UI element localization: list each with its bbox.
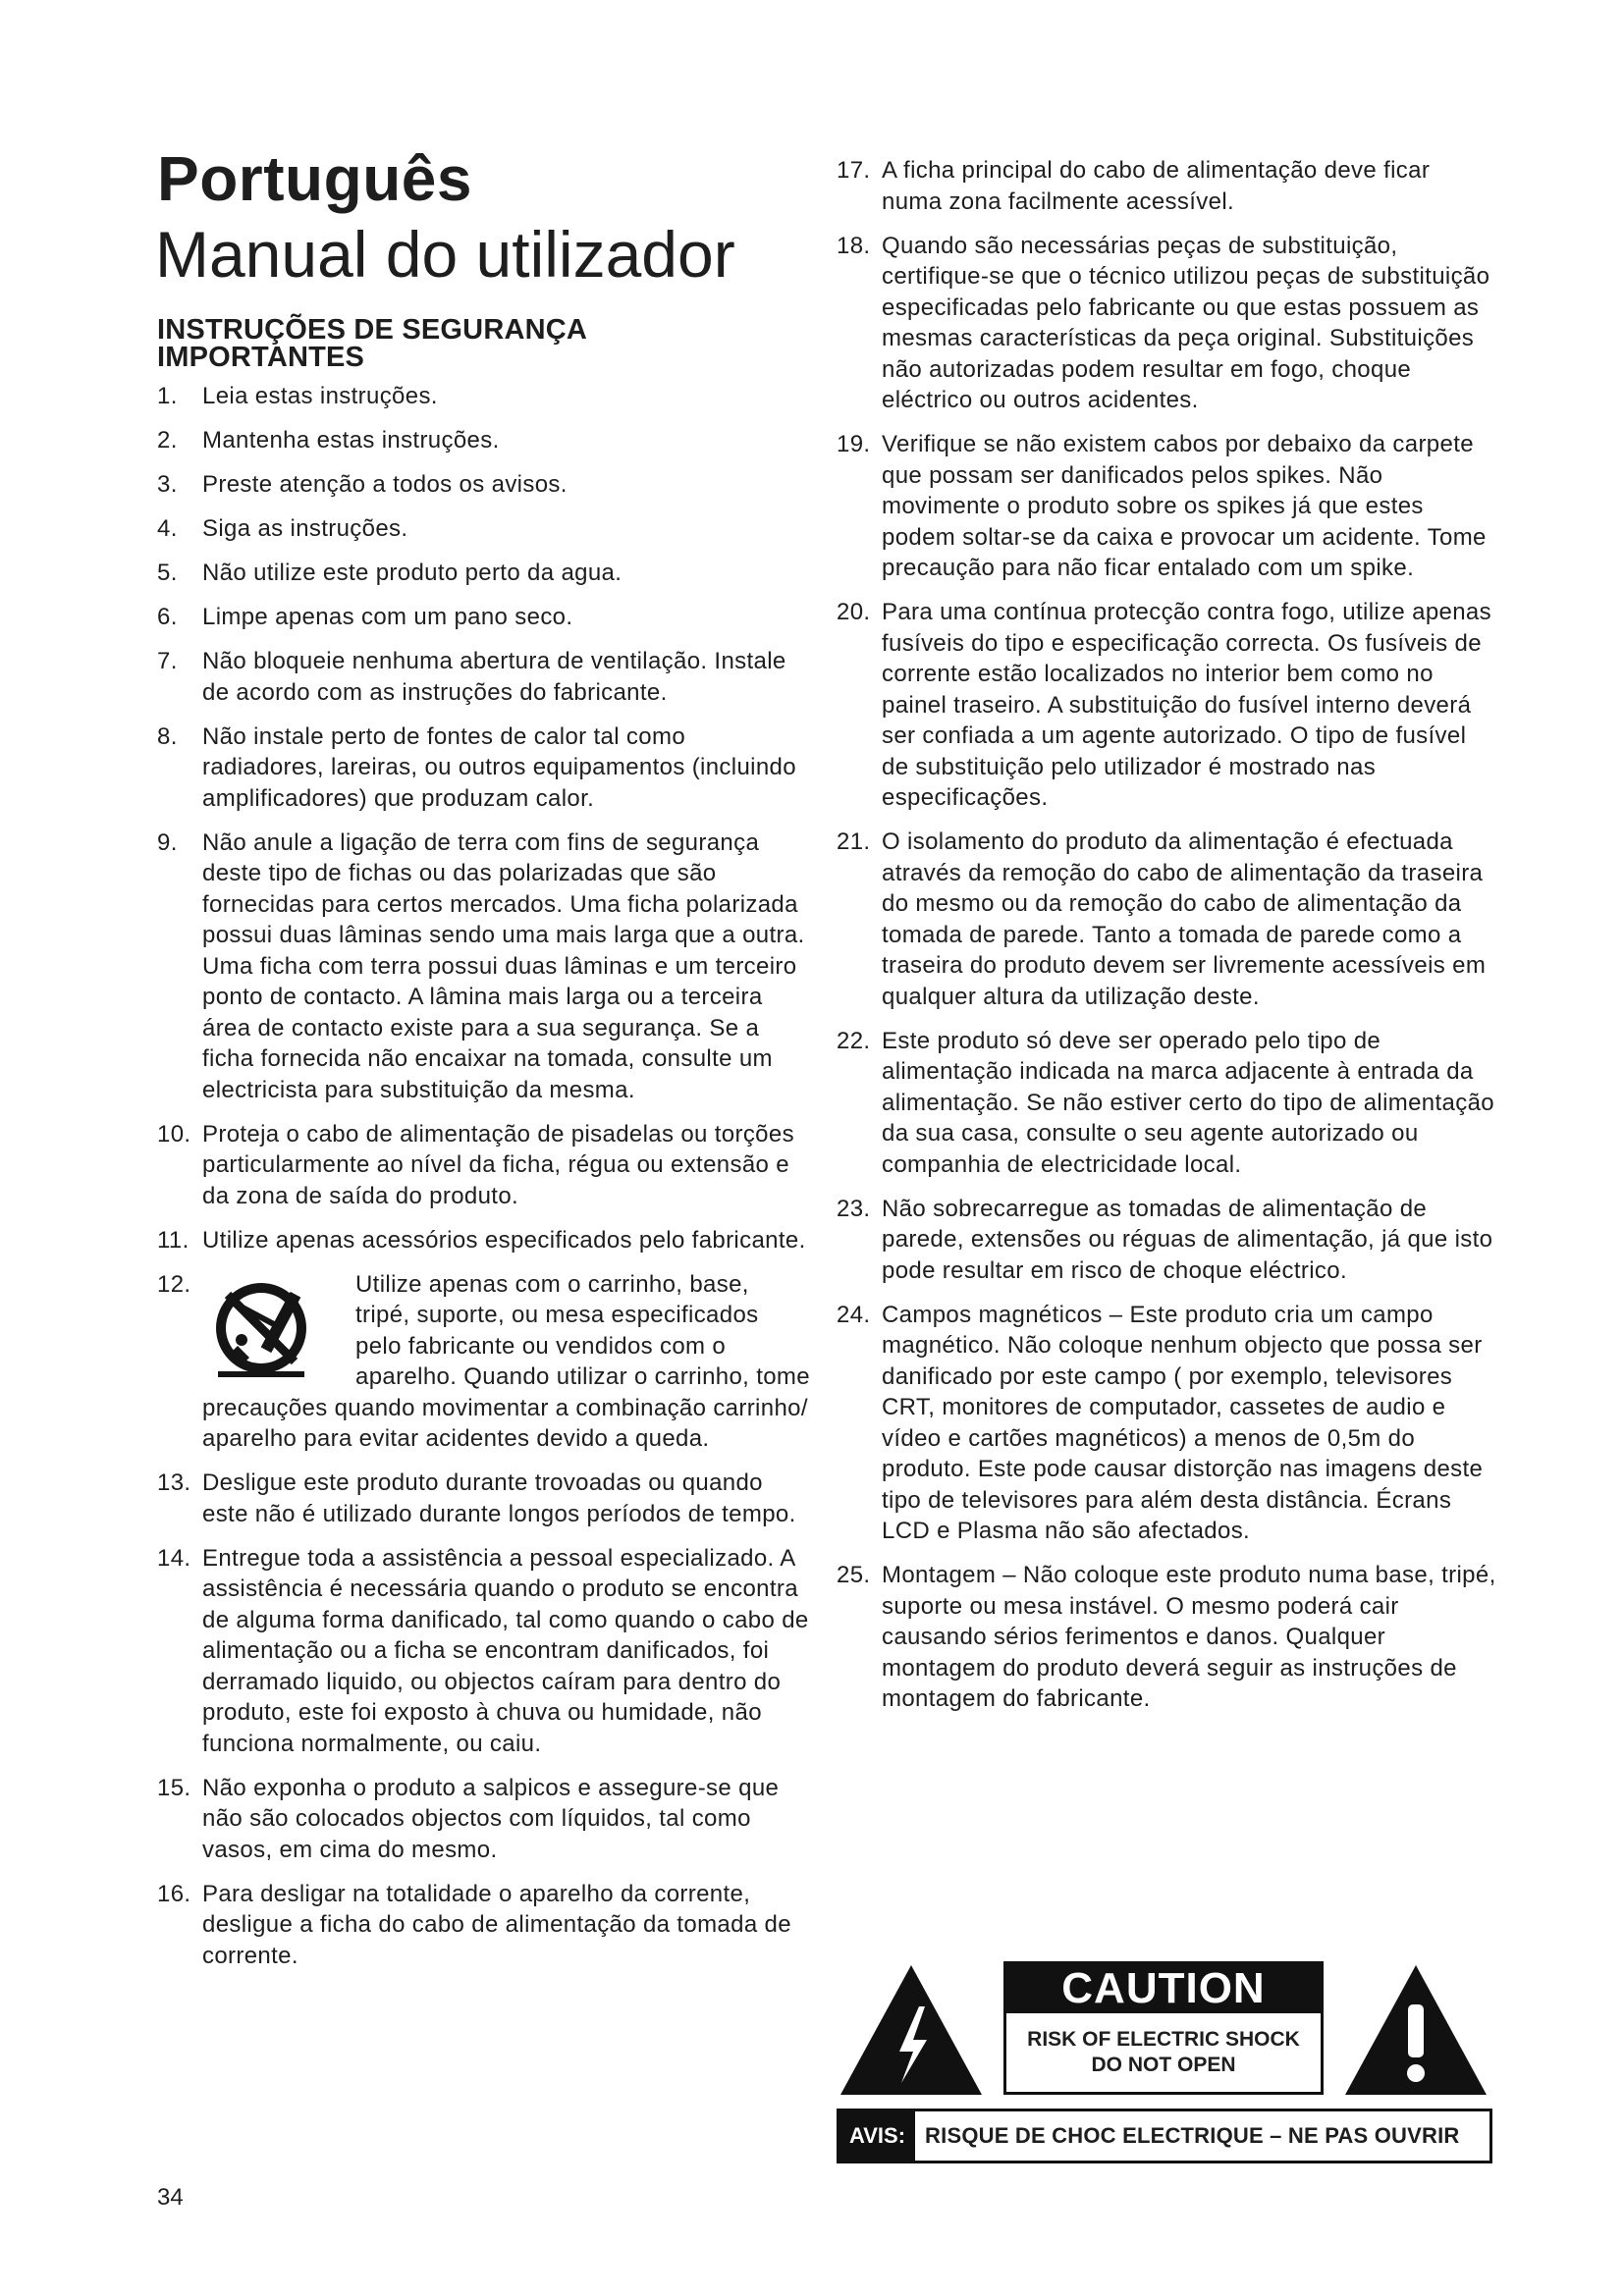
list-item [157, 828, 810, 1106]
caution-line: DO NOT OPEN [1091, 2054, 1236, 2076]
item-number: 25. [837, 1562, 871, 1588]
list-item [157, 1119, 810, 1212]
list-item [157, 425, 810, 456]
avis-text: RISQUE DE CHOC ELECTRIQUE – NE PAS OUVRIR [925, 2123, 1460, 2148]
list-item [157, 1468, 810, 1529]
item-text: Desligue este produto durante trovoadas ou quando este não é utilizado durante longos períodos de tempo. [202, 1469, 796, 1527]
list-item [157, 469, 810, 501]
list-item [157, 1543, 810, 1760]
item-number: 12. [157, 1270, 191, 1298]
item-text: Para uma contínua protecção contra fogo, utilize apenas fusíveis do tipo e especificação correcta. Os fusíveis de corrente estão localizados no interior bem como no painel traseiro. A substituição do fusível interno deverá ser confiada a um agente autorizado. O tipo de fusível de substituição pelo utilizador é mostrado nas especificações. [882, 599, 1491, 811]
list-item [837, 827, 1496, 1012]
exclamation-warning-icon [1341, 1961, 1490, 2099]
section-heading: INSTRUÇÕES DE SEGURANÇA IMPORTANTES [157, 314, 586, 373]
item-number: 9. [157, 828, 178, 856]
left-column [157, 381, 810, 1985]
list-item [157, 1879, 810, 1972]
item-text: Utilize apenas acessórios especificados pelo fabricante. [202, 1226, 806, 1254]
item-number: 2. [157, 427, 178, 454]
page-title: Português [157, 143, 472, 214]
list-item [157, 1269, 810, 1455]
list-item [837, 597, 1496, 814]
item-text: Não anule a ligação de terra com fins de segurança deste tipo de fichas ou das polarizadas que são fornecidas para certos mercados. Uma ficha polarizada possui duas lâminas sendo uma mais larga que a outra. Uma ficha com terra possui duas lâminas e um terceiro ponto de contacto. A lâmina mais larga ou a terceira área de contacto existe para a sua segurança. Se a ficha fornecida não encaixar na tomada, consulte um electricista para substituição da mesma. [202, 828, 805, 1103]
item-number: 7. [157, 648, 178, 674]
caution-label [837, 1961, 1492, 2169]
list-item [157, 558, 810, 589]
item-text: Preste atenção a todos os avisos. [202, 471, 568, 498]
item-text: Leia estas instruções. [202, 383, 438, 409]
item-text: Entregue toda a assistência a pessoal especializado. A assistência é necessária quando o produto se encontra de alguma forma danificado, tal como quando o cabo de alimentação ou a ficha se encontram danificados, foi derramado liquido, ou objectos caíram para dentro do produto, este foi exposto à chuva ou humidade, não funciona normalmente, ou caiu. [202, 1544, 809, 1757]
item-text: Não bloqueie nenhuma abertura de ventilação. Instale de acordo com as instruções do fabricante. [202, 648, 786, 706]
avis-bar [837, 2109, 1492, 2163]
item-number: 16. [157, 1880, 191, 1907]
item-text: Proteja o cabo de alimentação de pisadelas ou torções particularmente ao nível da ficha, régua ou extensão e da zona de saída do produto. [202, 1120, 794, 1209]
item-number: 17. [837, 157, 871, 184]
item-number: 21. [837, 828, 871, 855]
item-number: 14. [157, 1544, 191, 1572]
item-number: 24. [837, 1301, 871, 1328]
list-item [837, 155, 1496, 217]
item-number: 3. [157, 471, 178, 498]
item-text: Montagem – Não coloque este produto numa base, tripé, suporte ou mesa instável. O mesmo poderá cair causando sérios ferimentos e danos. Qualquer montagem do produto deverá seguir as instruções de montagem do fabricante. [882, 1562, 1496, 1712]
item-number: 20. [837, 599, 871, 625]
electric-shock-warning-icon [837, 1961, 986, 2099]
avis-label: AVIS: [839, 2111, 915, 2161]
item-text: Para desligar na totalidade o aparelho da corrente, desligue a ficha do cabo de alimentação da tomada de corrente. [202, 1880, 791, 1969]
item-number: 22. [837, 1027, 871, 1054]
item-number: 8. [157, 722, 178, 750]
caution-line: RISK OF ELECTRIC SHOCK [1027, 2028, 1300, 2051]
list-item [157, 1773, 810, 1866]
list-item [157, 646, 810, 708]
list-item [157, 1225, 810, 1256]
list-item [837, 1026, 1496, 1181]
list-item [837, 429, 1496, 584]
item-number: 23. [837, 1195, 871, 1222]
item-number: 13. [157, 1469, 191, 1496]
item-number: 1. [157, 383, 178, 409]
item-text: Mantenha estas instruções. [202, 427, 500, 454]
item-number: 5. [157, 560, 178, 586]
item-text: Siga as instruções. [202, 515, 408, 542]
list-item [157, 602, 810, 633]
caution-panel [1003, 1961, 1324, 2095]
item-text: Quando são necessárias peças de substituição, certifique-se que o técnico utilizou peças de substituição especificadas pelo fabricante ou que estas possuem as mesmas características da peça original. Substituições não autorizadas podem resultar em fogo, choque eléctrico ou outros acidentes. [882, 232, 1490, 413]
list-item [157, 381, 810, 412]
list-item [837, 1560, 1496, 1715]
item-number: 4. [157, 515, 178, 542]
item-number: 6. [157, 604, 178, 630]
caution-title: CAUTION [1006, 1964, 1321, 2013]
item-text: Verifique se não existem cabos por debaixo da carpete que possam ser danificados pelos spikes. Não movimente o produto sobre os spikes já que estes podem soltar-se da caixa e provocar um acidente. Tome precaução para não ficar entalado com um spike. [882, 431, 1487, 581]
item-text: Este produto só deve ser operado pelo tipo de alimentação indicada na marca adjacente à entrada da alimentação. Se não estiver certo do tipo de alimentação da sua casa, consulte o seu agente autorizado ou companhia de electricidade local. [882, 1027, 1494, 1178]
item-text: Não exponha o produto a salpicos e assegure-se que não são colocados objectos com líquidos, tal como vasos, em cima do mesmo. [202, 1774, 780, 1863]
page-number: 34 [157, 2184, 184, 2211]
item-number: 15. [157, 1774, 191, 1801]
list-item [837, 1194, 1496, 1287]
cart-tip-over-warning-icon [198, 1273, 346, 1391]
item-text: Não sobrecarregue as tomadas de alimentação de parede, extensões ou réguas de alimentação, já que isto pode resultar em risco de choque eléctrico. [882, 1195, 1493, 1284]
item-text: Não instale perto de fontes de calor tal como radiadores, lareiras, ou outros equipamentos (incluindo amplificadores) que produzam calor. [202, 722, 796, 812]
item-number: 19. [837, 431, 871, 457]
page-subtitle: Manual do utilizador [155, 218, 735, 291]
item-number: 10. [157, 1120, 191, 1148]
item-text: A ficha principal do cabo de alimentação deve ficar numa zona facilmente acessível. [882, 157, 1431, 215]
right-column [837, 155, 1496, 1728]
caution-text [1006, 2027, 1321, 2078]
item-text: O isolamento do produto da alimentação é efectuada através da remoção do cabo de alimentação da traseira do mesmo ou da remoção do cabo de alimentação da tomada de parede. Tanto a tomada de parede como a traseira do produto devem ser livremente acessíveis em qualquer altura da utilização deste. [882, 828, 1487, 1010]
item-text: Campos magnéticos – Este produto cria um campo magnético. Não coloque nenhum objecto que possa ser danificado por este campo ( por exemplo, televisores CRT, monitores de computador, cassetes de audio e vídeo e cartões magnéticos) a menos de 0,5m do produto. Este pode causar distorção nas imagens deste tipo de televisores para além desta distância. Écrans LCD e Plasma não são afectados. [882, 1301, 1484, 1544]
list-item [837, 1300, 1496, 1547]
item-text: Utilize apenas com o carrinho, base, tripé, suporte, ou mesa especificados pelo fabricante ou vendidos com o aparelho. Quando utilizar o carrinho, tome precauções quando movimentar a combinação carrinho/ aparelho para evitar acidentes devido a queda. [202, 1270, 810, 1452]
item-number: 11. [157, 1226, 189, 1254]
item-text: Não utilize este produto perto da agua. [202, 560, 623, 586]
list-item [157, 721, 810, 815]
item-number: 18. [837, 232, 871, 259]
item-text: Limpe apenas com um pano seco. [202, 604, 573, 630]
list-item [837, 231, 1496, 416]
list-item [157, 513, 810, 545]
